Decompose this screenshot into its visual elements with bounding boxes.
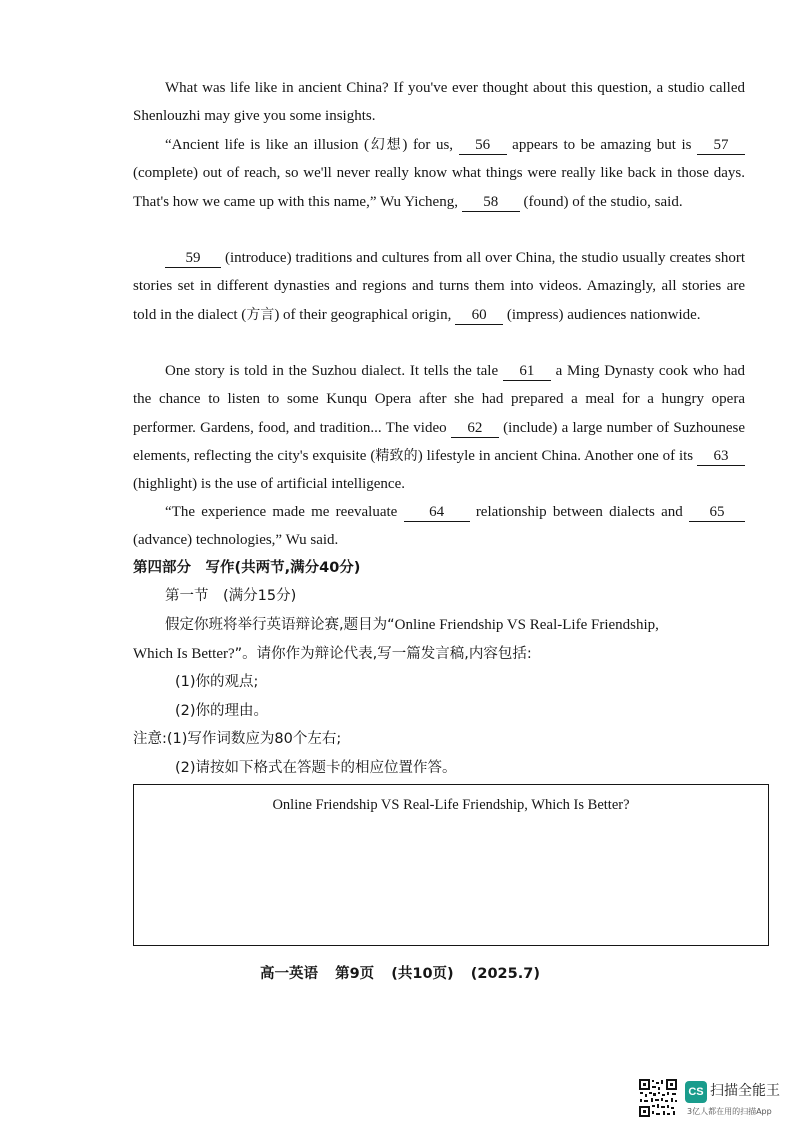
p2-text-2: ) for us, [402,137,454,153]
answer-box[interactable] [133,784,769,946]
paragraph-4 [133,357,745,498]
p4-text-1: One story is told in the Suzhou dialect. It tells the tale [165,363,499,379]
paragraph-3 [133,244,745,329]
debate-topic-part-1: Online Friendship VS Real-Life Friendship, [394,617,659,633]
scanner-brand: 扫描全能王 [710,1083,780,1099]
p3-chinese-gloss: 方言 [246,306,275,323]
prompt-line-2 [133,642,532,663]
blank-59[interactable]: 59 [165,249,221,268]
prompt-line-1 [165,613,659,634]
p2-text-5: (found) of the studio, said. [523,193,683,210]
paragraph-1-text: What was life like in ancient China? If you've ever thought about this question, a studio called Shenlouzhi may give you some insights. [133,80,745,125]
prompt-text-b: ”。请你作为辩论代表,写一篇发言稿,内容包括: [234,646,532,662]
note-1: 注意:(1)写作词数应为80个左右; [133,731,342,747]
section-title: 第四部分 写作(共两节,满分40分) [133,560,361,576]
debate-topic-part-2: Which Is Better? [133,646,235,662]
p3-text-3: (impress) audiences nationwide. [506,306,701,323]
p4-text-2: a Ming Dynasty cook who had the chance to listen to some Kunqu Opera after she had prepared a meal for a hungry opera performer. Gardens, food, and tradition... The video [133,363,746,436]
footer-date: (2025.7) [470,966,540,982]
content-item-2: (2)你的理由。 [175,703,269,719]
p4-text-4: ) lifestyle in ancient China. Another one of its [417,447,694,464]
p4-text-3: (include) a large number of Suzhounese elements, reflecting the city's exquisite ( [133,419,746,464]
prompt-text-a: 假定你班将举行英语辩论赛,题目为“ [165,617,395,633]
blank-58[interactable]: 58 [462,193,520,212]
blank-56[interactable]: 56 [459,136,507,155]
blank-63[interactable]: 63 [697,447,745,466]
p5-text-1: “The experience made me reevaluate [165,504,398,520]
p5-text-2: relationship between dialects and [475,504,683,520]
p4-chinese-gloss: 精致的 [375,447,418,464]
paragraph-5 [133,498,745,555]
footer-page-number: 第9页 [335,966,375,982]
camscanner-logo-icon: CS [685,1081,707,1103]
p4-text-5: (highlight) is the use of artificial intelligence. [133,476,405,493]
blank-64[interactable]: 64 [404,503,470,522]
p3-text-1: (introduce) traditions and cultures from all over China, the studio usually creates short stories set in different dynasties and regions and turns them into videos. Amazingly, all stories are told in the dialect ( [133,250,746,323]
qr-code-icon [638,1078,678,1118]
footer-total-pages: (共10页) [391,966,454,982]
p2-chinese-gloss: 幻想 [369,137,403,153]
blank-61[interactable]: 61 [503,362,551,381]
page-footer [0,962,800,983]
p2-text-1: “Ancient life is like an illusion ( [165,137,370,153]
p2-text-4: (complete) out of reach, so we'll never really know what things were really like back in those days. That's how we came up with this name,” Wu Yicheng, [133,165,745,210]
footer-subject: 高一英语 [260,966,319,982]
blank-60[interactable]: 60 [455,306,503,325]
content-item-1: (1)你的观点; [175,674,259,690]
blank-62[interactable]: 62 [451,419,499,438]
paragraph-1 [133,74,745,131]
p3-text-2: ) of their geographical origin, [274,306,452,323]
p2-text-3: appears to be amazing but is [512,137,692,153]
p5-text-3: (advance) technologies,” Wu said. [133,532,339,549]
blank-65[interactable]: 65 [689,503,745,522]
blank-57[interactable]: 57 [697,136,745,155]
answer-box-title: Online Friendship VS Real-Life Friendship, Which Is Better? [272,797,630,813]
scanner-tagline: 3亿人都在用的扫描App [687,1107,772,1116]
paragraph-2 [133,131,745,216]
note-2: (2)请按如下格式在答题卡的相应位置作答。 [175,760,457,776]
subsection-title: 第一节 (满分15分) [165,588,297,604]
